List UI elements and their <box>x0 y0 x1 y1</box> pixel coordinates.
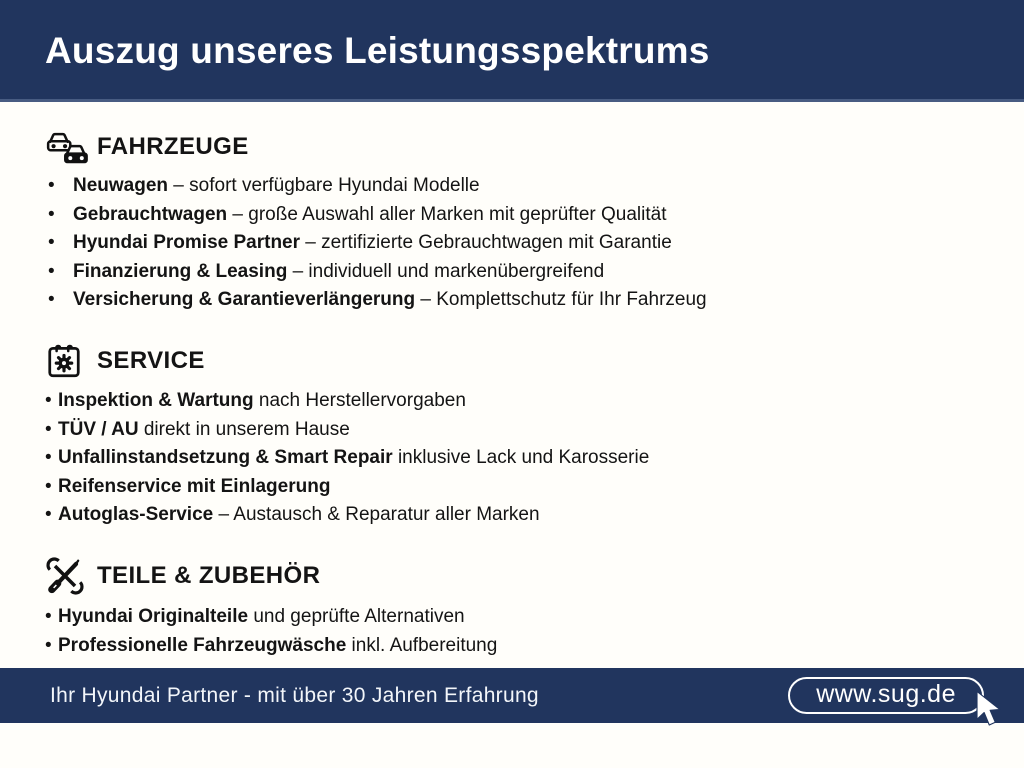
calendar-gear-icon <box>45 342 95 380</box>
item-regular-text: und geprüfte Alternativen <box>248 606 465 627</box>
item-bold-text: Neuwagen <box>73 175 169 196</box>
item-regular-text: nach Herstellervorgaben <box>253 390 466 411</box>
header-bar <box>0 0 1024 102</box>
list-item <box>45 476 984 498</box>
item-regular-text: – große Auswahl aller Marken mit geprüfter Qualität <box>227 203 667 225</box>
item-regular-text: inklusive Lack und Karosserie <box>392 447 650 468</box>
item-bold-text: Inspektion & Wartung <box>58 390 254 411</box>
footer-area <box>0 668 1024 768</box>
section-title: SERVICE <box>97 347 205 374</box>
item-regular-text: direkt in unserem Hause <box>138 418 350 440</box>
fahrzeuge-list <box>48 175 984 311</box>
list-item <box>45 606 984 628</box>
item-bold-text: Hyundai Promise Partner <box>73 232 301 253</box>
mouse-cursor-icon <box>972 690 1002 735</box>
item-bold-text: Gebrauchtwagen <box>73 203 228 225</box>
page-title: Auszug unseres Leistungsspektrums <box>45 30 710 71</box>
list-item <box>45 419 984 441</box>
item-regular-text: – sofort verfügbare Hyundai Modelle <box>168 175 480 196</box>
item-regular-text: – Austausch & Reparatur aller Marken <box>213 504 540 525</box>
item-bold-text: Hyundai Originalteile <box>58 606 249 627</box>
item-bold-text: Versicherung & Garantieverlängerung <box>73 289 416 310</box>
service-list <box>45 390 984 526</box>
section-service <box>45 342 984 526</box>
list-item <box>45 390 984 412</box>
section-heading <box>45 342 984 380</box>
list-item <box>48 175 984 197</box>
list-item <box>48 204 984 226</box>
section-fahrzeuge <box>45 129 984 311</box>
item-regular-text: – individuell und markenübergreifend <box>287 260 605 282</box>
cars-icon <box>45 129 95 165</box>
list-item <box>45 447 984 469</box>
list-item <box>45 635 984 657</box>
item-regular-text: – Komplettschutz für Ihr Fahrzeug <box>415 289 707 310</box>
list-item <box>48 232 984 254</box>
section-heading <box>45 129 984 165</box>
item-bold-text: Unfallinstandsetzung & Smart Repair <box>58 447 393 468</box>
footer-bar <box>0 668 1024 723</box>
teile-list <box>45 606 984 657</box>
item-bold-text: Autoglas-Service <box>58 504 214 525</box>
section-teile <box>45 556 984 657</box>
section-title: TEILE & ZUBEHÖR <box>97 562 321 589</box>
footer-tagline: Ihr Hyundai Partner - mit über 30 Jahren Erfahrung <box>50 683 539 707</box>
section-heading <box>45 556 984 596</box>
item-bold-text: Reifenservice mit Einlagerung <box>58 475 331 497</box>
item-bold-text: Professionelle Fahrzeugwäsche <box>58 634 347 656</box>
website-link[interactable]: www.sug.de <box>788 677 984 714</box>
list-item <box>48 261 984 283</box>
item-regular-text: inkl. Aufbereitung <box>346 634 498 656</box>
item-bold-text: Finanzierung & Leasing <box>73 260 288 282</box>
main-content <box>0 129 1024 657</box>
list-item <box>45 504 984 526</box>
section-title: FAHRZEUGE <box>97 133 249 160</box>
tools-icon <box>45 556 95 596</box>
list-item <box>48 289 984 311</box>
item-regular-text: – zertifizierte Gebrauchtwagen mit Garantie <box>300 232 672 253</box>
item-bold-text: TÜV / AU <box>58 418 139 440</box>
